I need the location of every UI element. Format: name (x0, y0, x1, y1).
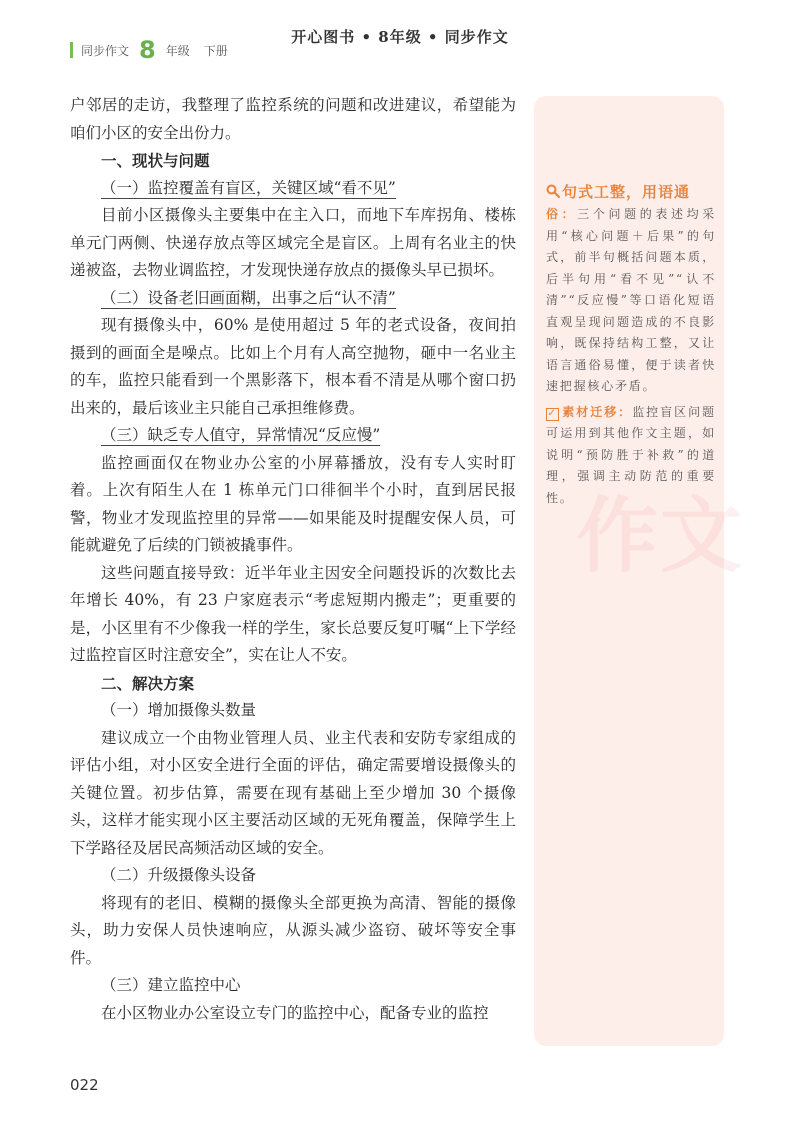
subheading-2 (70, 285, 516, 313)
section-heading-1: 一、现状与问题 (101, 151, 210, 170)
series-name: 同步作文 (81, 43, 130, 58)
publisher-title: 开心图书 • 8年级 • 同步作文 (291, 28, 509, 46)
page-number: 022 (70, 1076, 99, 1094)
magnifier-icon (546, 184, 560, 198)
subheading-4: （一）增加摄像头数量 (101, 701, 257, 719)
paragraph-2: 现有摄像头中，60% 是使用超过 5 年的老式设备，夜间拍摄到的画面全是噪点。比如上个月有人高空抛物，砸中一名业主的车，监控只能看到一个黑影落下，根本看不清是从哪个窗口扔出来的，最后该业主只能自己承担维修费。 (70, 316, 516, 417)
subheading-1-text: （一）监控覆盖有盲区，关键区域“看不见” (101, 178, 396, 197)
annotation-body-text: 三个问题的表述均采用“核心问题＋后果”的句式，前半句概括问题本质，后半句用“看不见”“认不清”“反应慢”等口语化短语直观呈现问题造成的不良影响，既保持结构工整，又让语言通俗易懂，便于读者快速把握核心矛盾。 (546, 207, 717, 393)
subheading-1 (70, 175, 516, 203)
material-tip-text: 监控盲区问题可运用到其他作文主题，如说明“预防胜于补救”的道理，强调主动防范的重要性。 (546, 404, 716, 505)
paragraph-3: 监控画面仅在物业办公室的小屏幕播放，没有专人实时盯着。上次有陌生人在 1 栋单元门口徘徊半个小时，直到居民报警，物业才发现监控里的异常——如果能及时提醒安保人员，可能就避免了后续的门锁被撬事件。 (70, 453, 516, 554)
annotation-body (546, 204, 716, 398)
subheading-2-text: （二）设备老旧画面糊，出事之后“认不清” (101, 288, 396, 307)
material-tip (546, 402, 716, 510)
paragraph-1: 目前小区摄像头主要集中在主入口，而地下车库拐角、楼栋单元门两侧、快递存放点等区域完全是盲区。上周有名业主的快递被盗，去物业调监控，才发现快递存放点的摄像头早已损坏。 (70, 206, 516, 279)
paragraph-0: 户邻居的走访，我整理了监控系统的问题和改进建议，希望能为咱们小区的安全出份力。 (70, 96, 516, 142)
subheading-3-text: （三）缺乏专人值守，异常情况“反应慢” (101, 426, 381, 444)
grade-suffix: 年级 (165, 43, 190, 58)
paragraph-7: 在小区物业办公室设立专门的监控中心，配备专业的监控 (101, 1003, 489, 1022)
subheading-6: （三）建立监控中心 (101, 976, 241, 994)
paragraph-4: 这些问题直接导致：近半年业主因安全问题投诉的次数比去年增长 40%，有 23 户家庭表示“考虑短期内搬走”；更重要的是，小区里有不少像我一样的学生，家长总要反复叮嘱“上下学经过监控盲区时注意安全”，实在让人不安。 (70, 563, 516, 664)
annotation-title-text: 句式工整，用语通 (562, 183, 691, 201)
subheading-5: （二）升级摄像头设备 (101, 866, 257, 884)
grade-number: 8 (139, 36, 156, 64)
article-body (70, 92, 516, 1027)
material-tip-label: 素材迁移： (562, 404, 633, 419)
annotation-title-cont: 俗： (546, 207, 578, 221)
term-label: 下册 (203, 43, 228, 58)
paragraph-6: 将现有的老旧、模糊的摄像头全部更换为高清、智能的摄像头，助力安保人员快速响应，从源头减少盗窃、破坏等安全事件。 (70, 893, 516, 967)
annotation-content (546, 180, 716, 509)
watermark: 作文 (576, 489, 745, 584)
paragraph-5: 建议成立一个由物业管理人员、业主代表和安防专家组成的评估小组，对小区安全进行全面的评估，确定需要增设摄像头的关键位置。初步估算，需要在现有基础上至少增加 30 个摄像头，这样才能实现小区主要活动区域的无死角覆盖，保障学生上下学路径及居民高频活动区域的安全。 (70, 728, 516, 857)
annotation-title (546, 180, 716, 204)
subheading-3 (70, 422, 516, 450)
section-heading-2: 二、解决方案 (101, 673, 195, 693)
checkbox-icon: ✓ (547, 407, 558, 419)
